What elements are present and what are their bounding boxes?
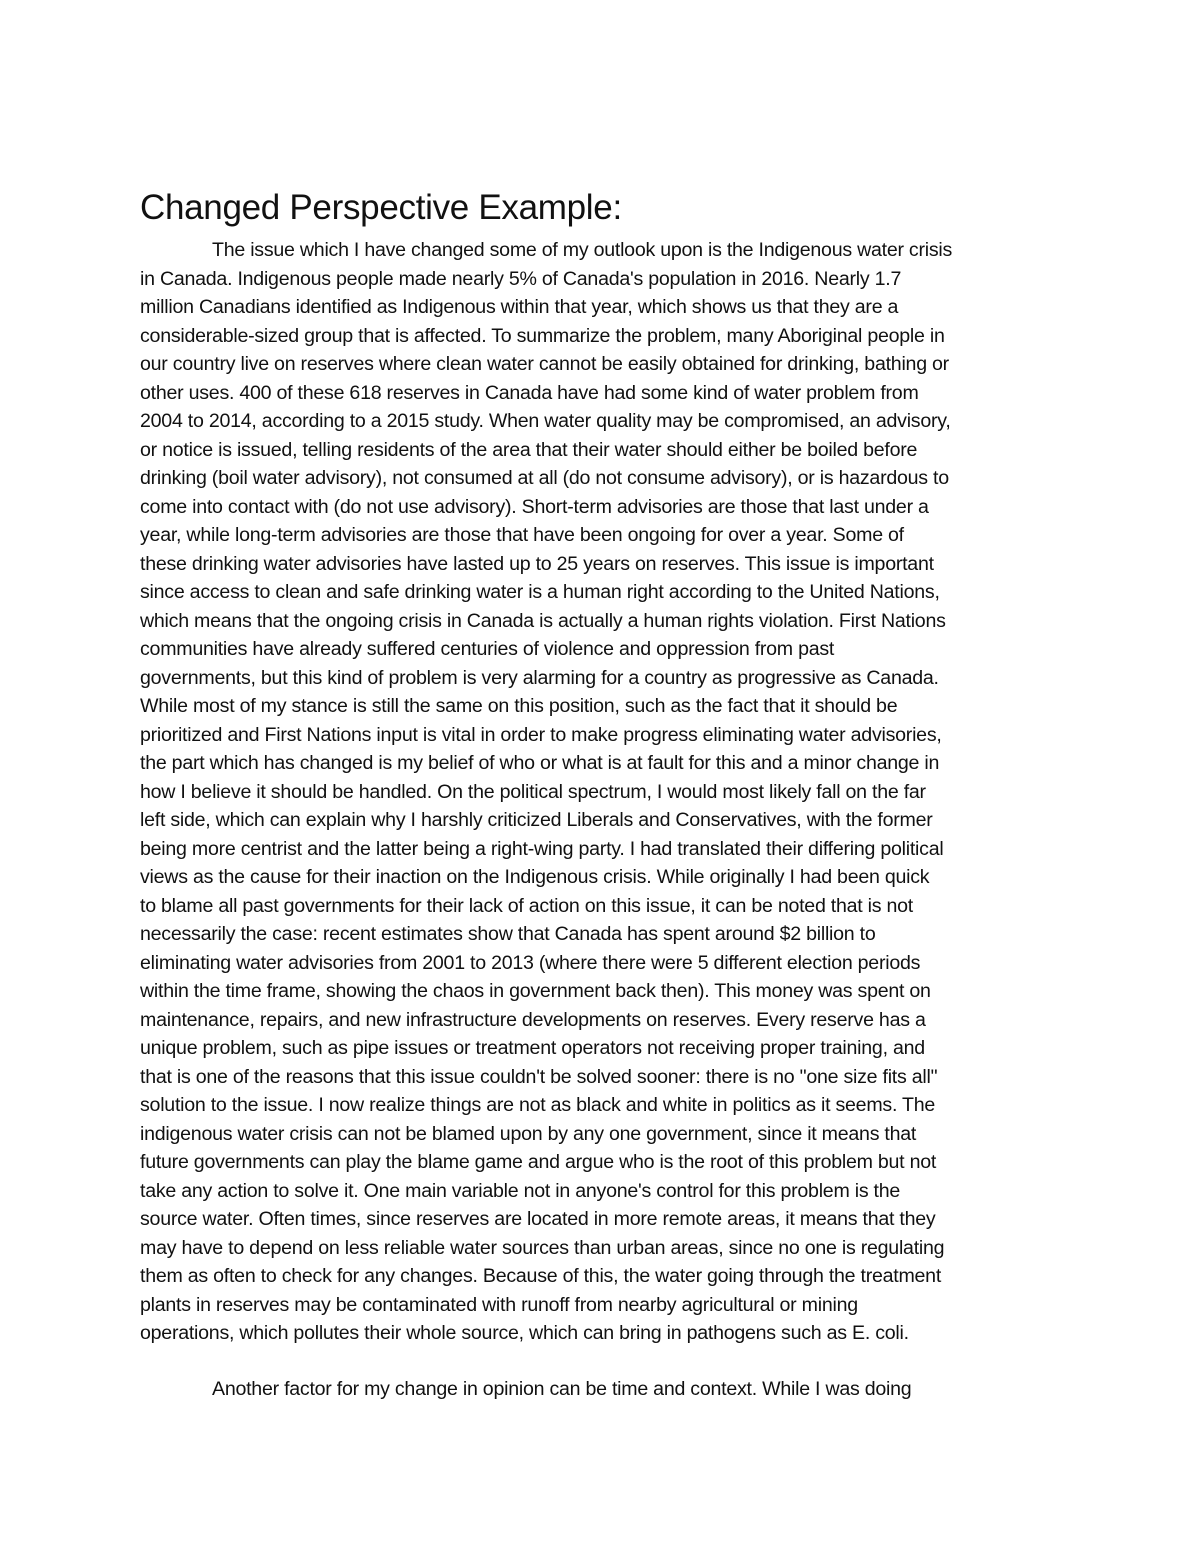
text-line: solution to the issue. I now realize things are not as black and white in politics as it seems. The: [140, 1094, 935, 1116]
text-line: operations, which pollutes their whole source, which can bring in pathogens such as E. coli.: [140, 1322, 909, 1344]
text-line: how I believe it should be handled. On the political spectrum, I would most likely fall on the far: [140, 780, 926, 803]
text-line: The issue which I have changed some of my outlook upon is the Indigenous water crisis: [212, 239, 953, 261]
text-line: communities have already suffered centuries of violence and oppression from past: [140, 638, 835, 660]
text-line: necessarily the case: recent estimates show that Canada has spent around $2 billion to: [140, 923, 876, 945]
text-line: them as often to check for any changes. Because of this, the water going through the treatment: [140, 1265, 942, 1287]
text-line: maintenance, repairs, and new infrastructure developments on reserves. Every reserve has a: [140, 1008, 926, 1031]
text-line: take any action to solve it. One main variable not in anyone's control for this problem is the: [140, 1179, 901, 1202]
text-line: these drinking water advisories have lasted up to 25 years on reserves. This issue is important: [140, 552, 934, 575]
text-line: While most of my stance is still the same on this position, such as the fact that it should be: [140, 695, 898, 717]
text-line: being more centrist and the latter being a right-wing party. I had translated their differing political: [140, 837, 944, 860]
text-line: left side, which can explain why I harshly criticized Liberals and Conservatives, with the former: [140, 809, 933, 831]
text-line: prioritized and First Nations input is vital in order to make progress eliminating water advisories,: [140, 723, 942, 746]
text-line: source water. Often times, since reserves are located in more remote areas, it means that they: [140, 1208, 936, 1230]
text-line: million Canadians identified as Indigenous within that year, which shows us that they are a: [140, 296, 899, 318]
text-line: governments, but this kind of problem is very alarming for a country as progressive as Canada.: [140, 666, 939, 689]
text-line: views as the cause for their inaction on the Indigenous crisis. While originally I had been quick: [140, 866, 930, 888]
text-line: our country live on reserves where clean water cannot be easily obtained for drinking, bathing or: [140, 353, 949, 375]
text-line: 2004 to 2014, according to a 2015 study. When water quality may be compromised, an advisory,: [140, 410, 951, 432]
document-title: Changed Perspective Example:: [140, 188, 622, 227]
paragraph-1: [140, 236, 1070, 1348]
text-line: drinking (boil water advisory), not consumed at all (do not consume advisory), or is hazardous to: [140, 467, 949, 489]
text-line: eliminating water advisories from 2001 to 2013 (where there were 5 different election periods: [140, 951, 921, 974]
text-line: come into contact with (do not use advisory). Short-term advisories are those that last under a: [140, 495, 929, 518]
text-line: unique problem, such as pipe issues or treatment operators not receiving proper training, and: [140, 1037, 925, 1059]
text-line: future governments can play the blame game and argue who is the root of this problem but not: [140, 1151, 937, 1173]
text-line: in Canada. Indigenous people made nearly 5% of Canada's population in 2016. Nearly 1.7: [140, 267, 902, 290]
text-line: which means that the ongoing crisis in Canada is actually a human rights violation. First Nations: [140, 609, 946, 632]
text-line: the part which has changed is my belief of who or what is at fault for this and a minor change in: [140, 752, 940, 774]
text-line: other uses. 400 of these 618 reserves in Canada have had some kind of water problem from: [140, 381, 919, 404]
text-line: to blame all past governments for their lack of action on this issue, it can be noted that is not: [140, 894, 913, 917]
text-line: within the time frame, showing the chaos in government back then). This money was spent on: [140, 980, 931, 1002]
text-line: may have to depend on less reliable water sources than urban areas, since no one is regulating: [140, 1236, 945, 1259]
text-line: considerable-sized group that is affected. To summarize the problem, many Aboriginal people in: [140, 324, 945, 347]
paragraph-2: [140, 1375, 1070, 1404]
text-line: Another factor for my change in opinion can be time and context. While I was doing: [212, 1378, 912, 1400]
text-line: or notice is issued, telling residents of the area that their water should either be boiled before: [140, 438, 918, 461]
text-line: since access to clean and safe drinking water is a human right according to the United Nations,: [140, 581, 940, 603]
text-line: plants in reserves may be contaminated with runoff from nearby agricultural or mining: [140, 1293, 858, 1316]
text-line: that is one of the reasons that this issue couldn't be solved sooner: there is no "one size fits all": [140, 1065, 938, 1088]
text-line: indigenous water crisis can not be blamed upon by any one government, since it means that: [140, 1122, 917, 1145]
text-line: year, while long-term advisories are those that have been ongoing for over a year. Some of: [140, 524, 904, 546]
